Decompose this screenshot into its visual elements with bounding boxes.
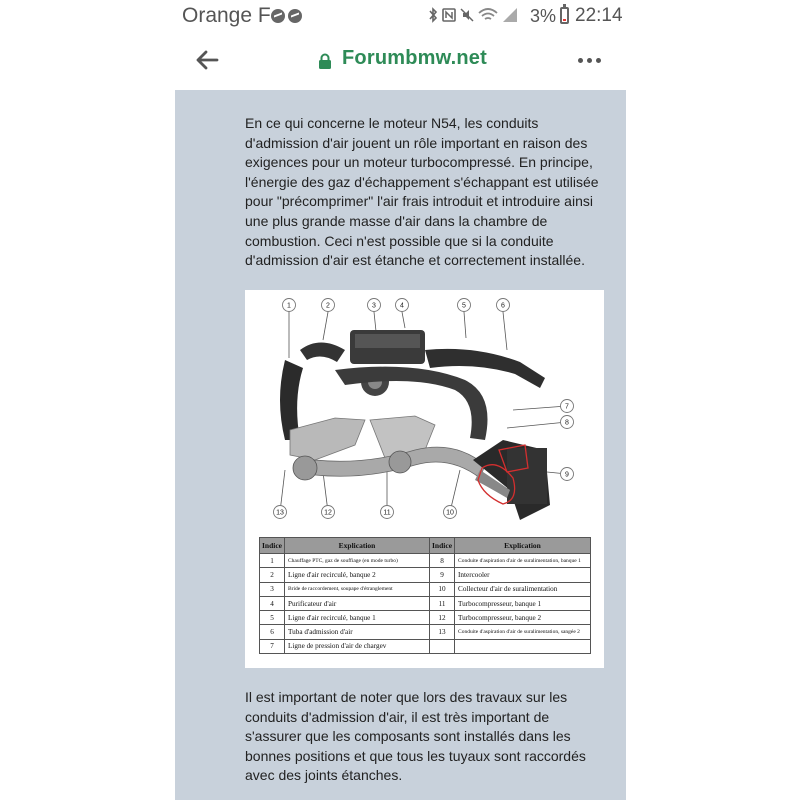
back-arrow-icon[interactable]: [193, 46, 221, 74]
table-row: [260, 639, 591, 653]
browser-toolbar: [175, 34, 626, 90]
legend-table-wrap: [259, 537, 591, 654]
table-header-row: [260, 538, 591, 554]
notification-icons: [271, 9, 302, 23]
mute-icon: [460, 7, 474, 23]
index-cell: 6: [260, 625, 285, 639]
index-cell: 7: [260, 639, 285, 653]
table-row: [260, 554, 591, 568]
callout-label: 10: [446, 509, 454, 517]
battery-percent: 3%: [530, 6, 557, 26]
bluetooth-icon: [428, 7, 438, 23]
messenger-icon: [271, 9, 285, 23]
table-row: [260, 596, 591, 610]
explanation-cell: Ligne d'air recirculé, banque 2: [285, 568, 430, 582]
legend-table: [259, 537, 591, 654]
table-row: [260, 611, 591, 625]
callout-label: 5: [462, 302, 466, 310]
explanation-cell: Conduite d'aspiration d'air de suralimentation, sangée 2: [455, 625, 591, 639]
wifi-icon: [478, 7, 498, 23]
lock-icon: [318, 53, 332, 70]
battery-icon: [560, 7, 569, 24]
table-row: [260, 625, 591, 639]
callout-label: 8: [565, 419, 569, 427]
url-domain[interactable]: Forumbmw.net: [342, 47, 487, 69]
callout-label: 7: [565, 403, 569, 411]
table-row: [260, 568, 591, 582]
index-cell: 3: [260, 582, 285, 596]
column-header-explanation: Explication: [455, 538, 591, 554]
index-cell: 11: [430, 596, 455, 610]
index-cell: 1: [260, 554, 285, 568]
signal-icon: [502, 7, 518, 23]
callout-label: 4: [400, 302, 404, 310]
callout-label: 1: [287, 302, 291, 310]
engine-figure: [245, 290, 604, 668]
callout-label: 9: [565, 471, 569, 479]
explanation-cell: Bride de raccordement, soupape d'étranglement: [285, 582, 430, 596]
messenger-icon: [288, 9, 302, 23]
index-cell: 12: [430, 611, 455, 625]
index-cell: 13: [430, 625, 455, 639]
callout-label: 2: [326, 302, 330, 310]
callout-label: 12: [324, 509, 332, 517]
explanation-cell: Turbocompresseur, banque 2: [455, 611, 591, 625]
explanation-cell: Ligne d'air recirculé, banque 1: [285, 611, 430, 625]
column-header-index: Indice: [430, 538, 455, 554]
explanation-cell: Purificateur d'air: [285, 596, 430, 610]
status-bar: [175, 0, 626, 34]
explanation-cell: Conduite d'aspiration d'air de suralimentation, banque 1: [455, 554, 591, 568]
clock: 22:14: [575, 5, 623, 26]
explanation-cell: Chauffage PTC, gaz de souffiage (en mode turbo): [285, 554, 430, 568]
carrier-name: Orange F: [182, 4, 271, 27]
nfc-icon: [442, 7, 456, 23]
index-cell: 9: [430, 568, 455, 582]
callout-label: 3: [372, 302, 376, 310]
explanation-cell: Ligne de pression d'air de chargev: [285, 639, 430, 653]
page-content: [175, 90, 626, 800]
explanation-cell: Tuba d'admission d'air: [285, 625, 430, 639]
index-cell: 2: [260, 568, 285, 582]
index-cell: [430, 639, 455, 653]
explanation-cell: [455, 639, 591, 653]
explanation-cell: Intercooler: [455, 568, 591, 582]
column-header-explanation: Explication: [285, 538, 430, 554]
callout-label: 6: [501, 302, 505, 310]
engine-diagram: [245, 290, 604, 530]
callout-label: 13: [276, 509, 284, 517]
system-icons: [428, 7, 518, 23]
column-header-index: Indice: [260, 538, 285, 554]
explanation-cell: Collecteur d'air de suralimentation: [455, 582, 591, 596]
article-intro: En ce qui concerne le moteur N54, les conduits d'admission d'air jouent un rôle important en raison des exigences pour un moteur turbocompressé. En principe, l'énergie des gaz d'échappement s'échappant est utilisée pour "précomprimer" l'air frais introduit et introduire ainsi une plus grande masse d'air dans la chambre de combustion. Ceci n'est possible que si la conduite d'admission d'air est étanche et correctement installée.: [245, 115, 599, 269]
index-cell: 8: [430, 554, 455, 568]
more-options-icon[interactable]: [578, 58, 601, 63]
index-cell: 5: [260, 611, 285, 625]
phone-screen: [175, 0, 626, 800]
article-outro: Il est important de noter que lors des travaux sur les conduits d'admission d'air, il est très important de s'assurer que les composants sont installés dans les bonnes positions et que tous les tuyaux sont raccordés avec des joints étanches.: [245, 689, 586, 784]
table-row: [260, 582, 591, 596]
callout-label: 11: [383, 509, 391, 517]
index-cell: 4: [260, 596, 285, 610]
explanation-cell: Turbocompresseur, banque 1: [455, 596, 591, 610]
index-cell: 10: [430, 582, 455, 596]
